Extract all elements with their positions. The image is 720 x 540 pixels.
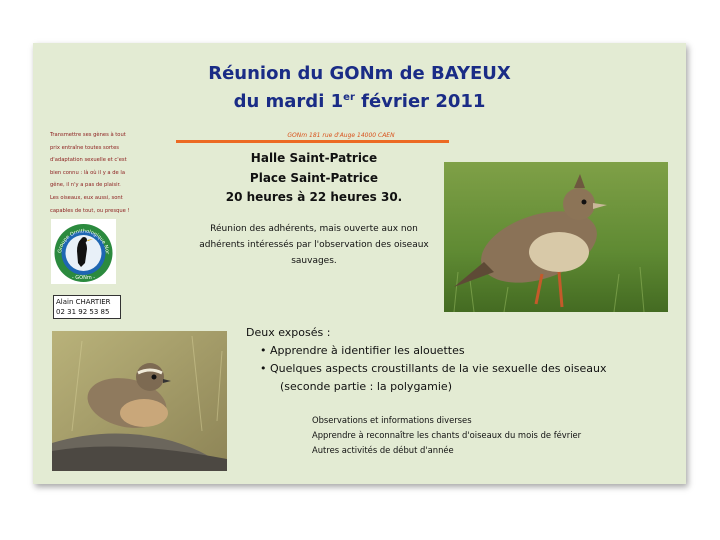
- quote-line: capables de tout, ou presque !: [50, 207, 130, 214]
- quote-line: gêne, il n'y a pas de plaisir.: [50, 182, 121, 189]
- description-line: adhérents intéressés par l'observation des oiseaux: [199, 240, 429, 250]
- title-line-1: Réunion du GONm de BAYEUX: [208, 63, 511, 84]
- contact-name: Alain CHARTIER: [56, 298, 111, 306]
- misc-line: Apprendre à reconnaître les chants d'oiseaux du mois de février: [312, 430, 582, 440]
- poster-card: [33, 43, 686, 484]
- talk-item-2: [246, 360, 666, 378]
- venue-time: 20 heures à 22 heures 30.: [225, 190, 403, 204]
- talks-section: [246, 324, 666, 396]
- quote-line: bien connu : là où il y a de la: [50, 169, 126, 176]
- venue-place: Place Saint-Patrice: [249, 171, 379, 185]
- talks-heading: Deux exposés :: [246, 326, 331, 339]
- misc-activities: [312, 413, 652, 458]
- bullet-icon: •: [260, 362, 267, 375]
- contact-box: [53, 295, 121, 319]
- title-date-sup: er: [343, 92, 355, 103]
- title-line-2: [33, 91, 686, 112]
- quote-line: Les oiseaux, eux aussi, sont: [50, 194, 123, 201]
- misc-line: Observations et informations diverses: [312, 415, 472, 425]
- skylark-photo: [444, 162, 668, 312]
- talk-1-text: Apprendre à identifier les alouettes: [270, 344, 465, 357]
- logo-ring-text: Groupe Ornithologique Nor: [57, 228, 110, 255]
- talk-item-1: [246, 342, 666, 360]
- orange-rule: [176, 140, 449, 143]
- talk-item-2-continuation: (seconde partie : la polygamie): [280, 380, 452, 393]
- gonm-logo-graphic: [51, 219, 116, 284]
- quote-line: prix entraîne toutes sortes: [50, 144, 119, 151]
- dotterel-photo-graphic: [52, 331, 227, 471]
- skylark-photo-graphic: [444, 162, 668, 312]
- description-line: Réunion des adhérents, mais ouverte aux non: [210, 224, 418, 234]
- bullet-icon: •: [260, 344, 267, 357]
- venue-hall: Halle Saint-Patrice: [250, 151, 378, 165]
- misc-line: Autres activités de début d'année: [312, 445, 454, 455]
- quote-line: d'adaptation sexuelle et c'est: [50, 157, 127, 164]
- talk-2-text: Quelques aspects croustillants de la vie sexuelle des oiseaux: [270, 362, 607, 375]
- dotterel-photo: [52, 331, 227, 471]
- address: GONm 181 rue d'Auge 14000 CAEN: [287, 132, 395, 139]
- meeting-description: [181, 221, 447, 269]
- sidebar-quote: [50, 129, 150, 217]
- quote-line: Transmettre ses gènes à tout: [50, 132, 126, 138]
- gonm-logo: [51, 219, 116, 284]
- logo-short-text: - GONm -: [71, 275, 96, 281]
- contact-phone: 02 31 92 53 85: [56, 307, 110, 316]
- title-date-suffix: février 2011: [354, 91, 486, 112]
- title-date-prefix: du mardi 1: [233, 91, 344, 112]
- description-line: sauvages.: [291, 256, 337, 266]
